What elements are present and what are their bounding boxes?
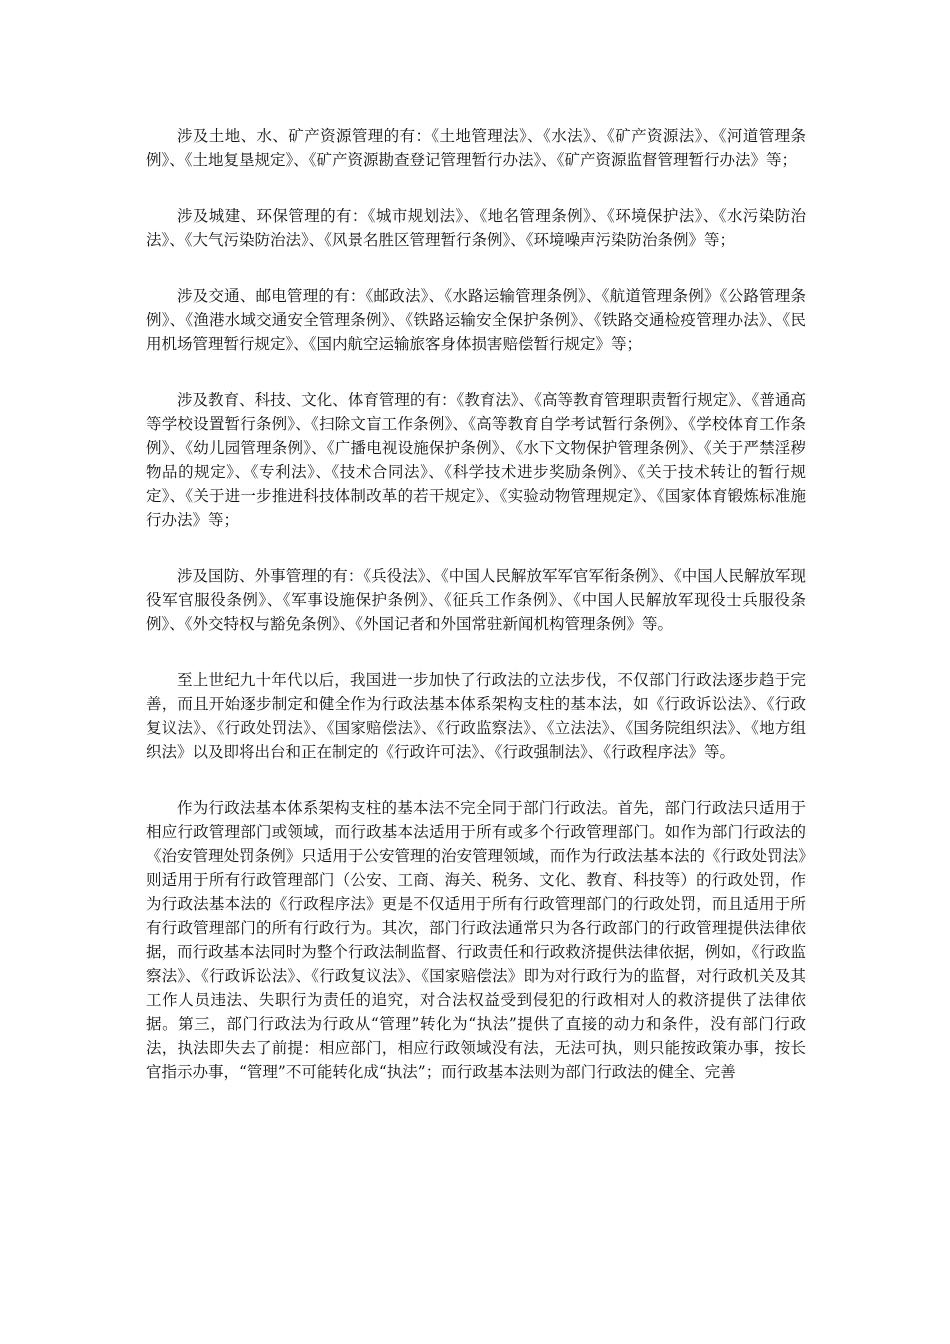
paragraph-nineties-legislation: 至上世纪九十年代以后，我国进一步加快了行政法的立法步伐，不仅部门行政法逐步趋于完善，而且开始逐步制定和健全作为行政法基本体系架构支柱的基本法，如《行政诉讼法》、《行政复议法》、《行政处罚法》、《国家赔偿法》、《行政监察法》、《立法法》、《国务院组织法》、《地方组织法》以及即将出台和正在制定的《行政许可法》、《行政强制法》、《行政程序法》等。 bbox=[146, 671, 806, 761]
paragraph-transport-post: 涉及交通、邮电管理的有：《邮政法》、《水路运输管理条例》、《航道管理条例》《公路管理条例》、《渔港水域交通安全管理条例》、《铁路运输安全保护条例》、《铁路交通检疫管理办法》、《民用机场管理暂行规定》、《国内航空运输旅客身体损害赔偿暂行规定》等； bbox=[146, 287, 806, 353]
document-body bbox=[146, 124, 806, 1084]
paragraph-education-science-culture: 涉及教育、科技、文化、体育管理的有：《教育法》、《高等教育管理职责暂行规定》、《普通高等学校设置暂行条例》、《扫除文盲工作条例》、《高等教育自学考试暂行条例》、《学校体育工作条例》、《幼儿园管理条例》、《广播电视设施保护条例》、《水下文物保护管理条例》、《关于严禁淫秽物品的规定》、《专利法》、《技术合同法》、《科学技术进步奖励条例》、《关于技术转让的暂行规定》、《关于进一步推进科技体制改革的若干规定》、《实验动物管理规定》、《国家体育锻炼标准施行办法》等； bbox=[146, 391, 806, 529]
paragraph-basic-law-comparison: 作为行政法基本体系架构支柱的基本法不完全同于部门行政法。首先，部门行政法只适用于相应行政管理部门或领域，而行政基本法适用于所有或多个行政管理部门。如作为部门行政法的《治安管理处罚条例》只适用于公安管理的治安管理领域，而作为行政法基本法的《行政处罚法》则适用于所有行政管理部门（公安、工商、海关、税务、文化、教育、科技等）的行政处罚，作为行政法基本法的《行政程序法》更是不仅适用于所有行政管理部门的行政处罚，而且适用于所有行政管理部门的所有行政行为。其次，部门行政法通常只为各行政部门的行政管理提供法律依据，而行政基本法同时为整个行政法制监督、行政责任和行政救济提供法律依据，例如，《行政监察法》、《行政诉讼法》、《行政复议法》、《国家赔偿法》即为对行政行为的监督，对行政机关及其工作人员违法、失职行为责任的追究，对合法权益受到侵犯的行政相对人的救济提供了法律依据。第三，部门行政法为行政从“管理”转化为“执法”提供了直接的动力和条件，没有部门行政法，执法即失去了前提：相应部门，相应行政领域没有法，无法可执，则只能按政策办事，按长官指示办事，“管理”不可能转化成“执法”；而行政基本法则为部门行政法的健全、完善 bbox=[146, 799, 806, 1081]
paragraph-land-water-mineral: 涉及土地、水、矿产资源管理的有：《土地管理法》、《水法》、《矿产资源法》、《河道管理条例》、《土地复垦规定》、《矿产资源勘查登记管理暂行办法》、《矿产资源监督管理暂行办法》等； bbox=[146, 127, 806, 169]
paragraph-defense-foreign-affairs: 涉及国防、外事管理的有：《兵役法》、《中国人民解放军军官军衔条例》、《中国人民解放军现役军官服役条例》、《军事设施保护条例》、《征兵工作条例》、《中国人民解放军现役士兵服役条例》、《外交特权与豁免条例》、《外国记者和外国常驻新闻机构管理条例》等。 bbox=[146, 567, 806, 633]
paragraph-urban-environment: 涉及城建、环保管理的有：《城市规划法》、《地名管理条例》、《环境保护法》、《水污染防治法》、《大气污染防治法》、《风景名胜区管理暂行条例》、《环境噪声污染防治条例》等； bbox=[146, 207, 806, 249]
